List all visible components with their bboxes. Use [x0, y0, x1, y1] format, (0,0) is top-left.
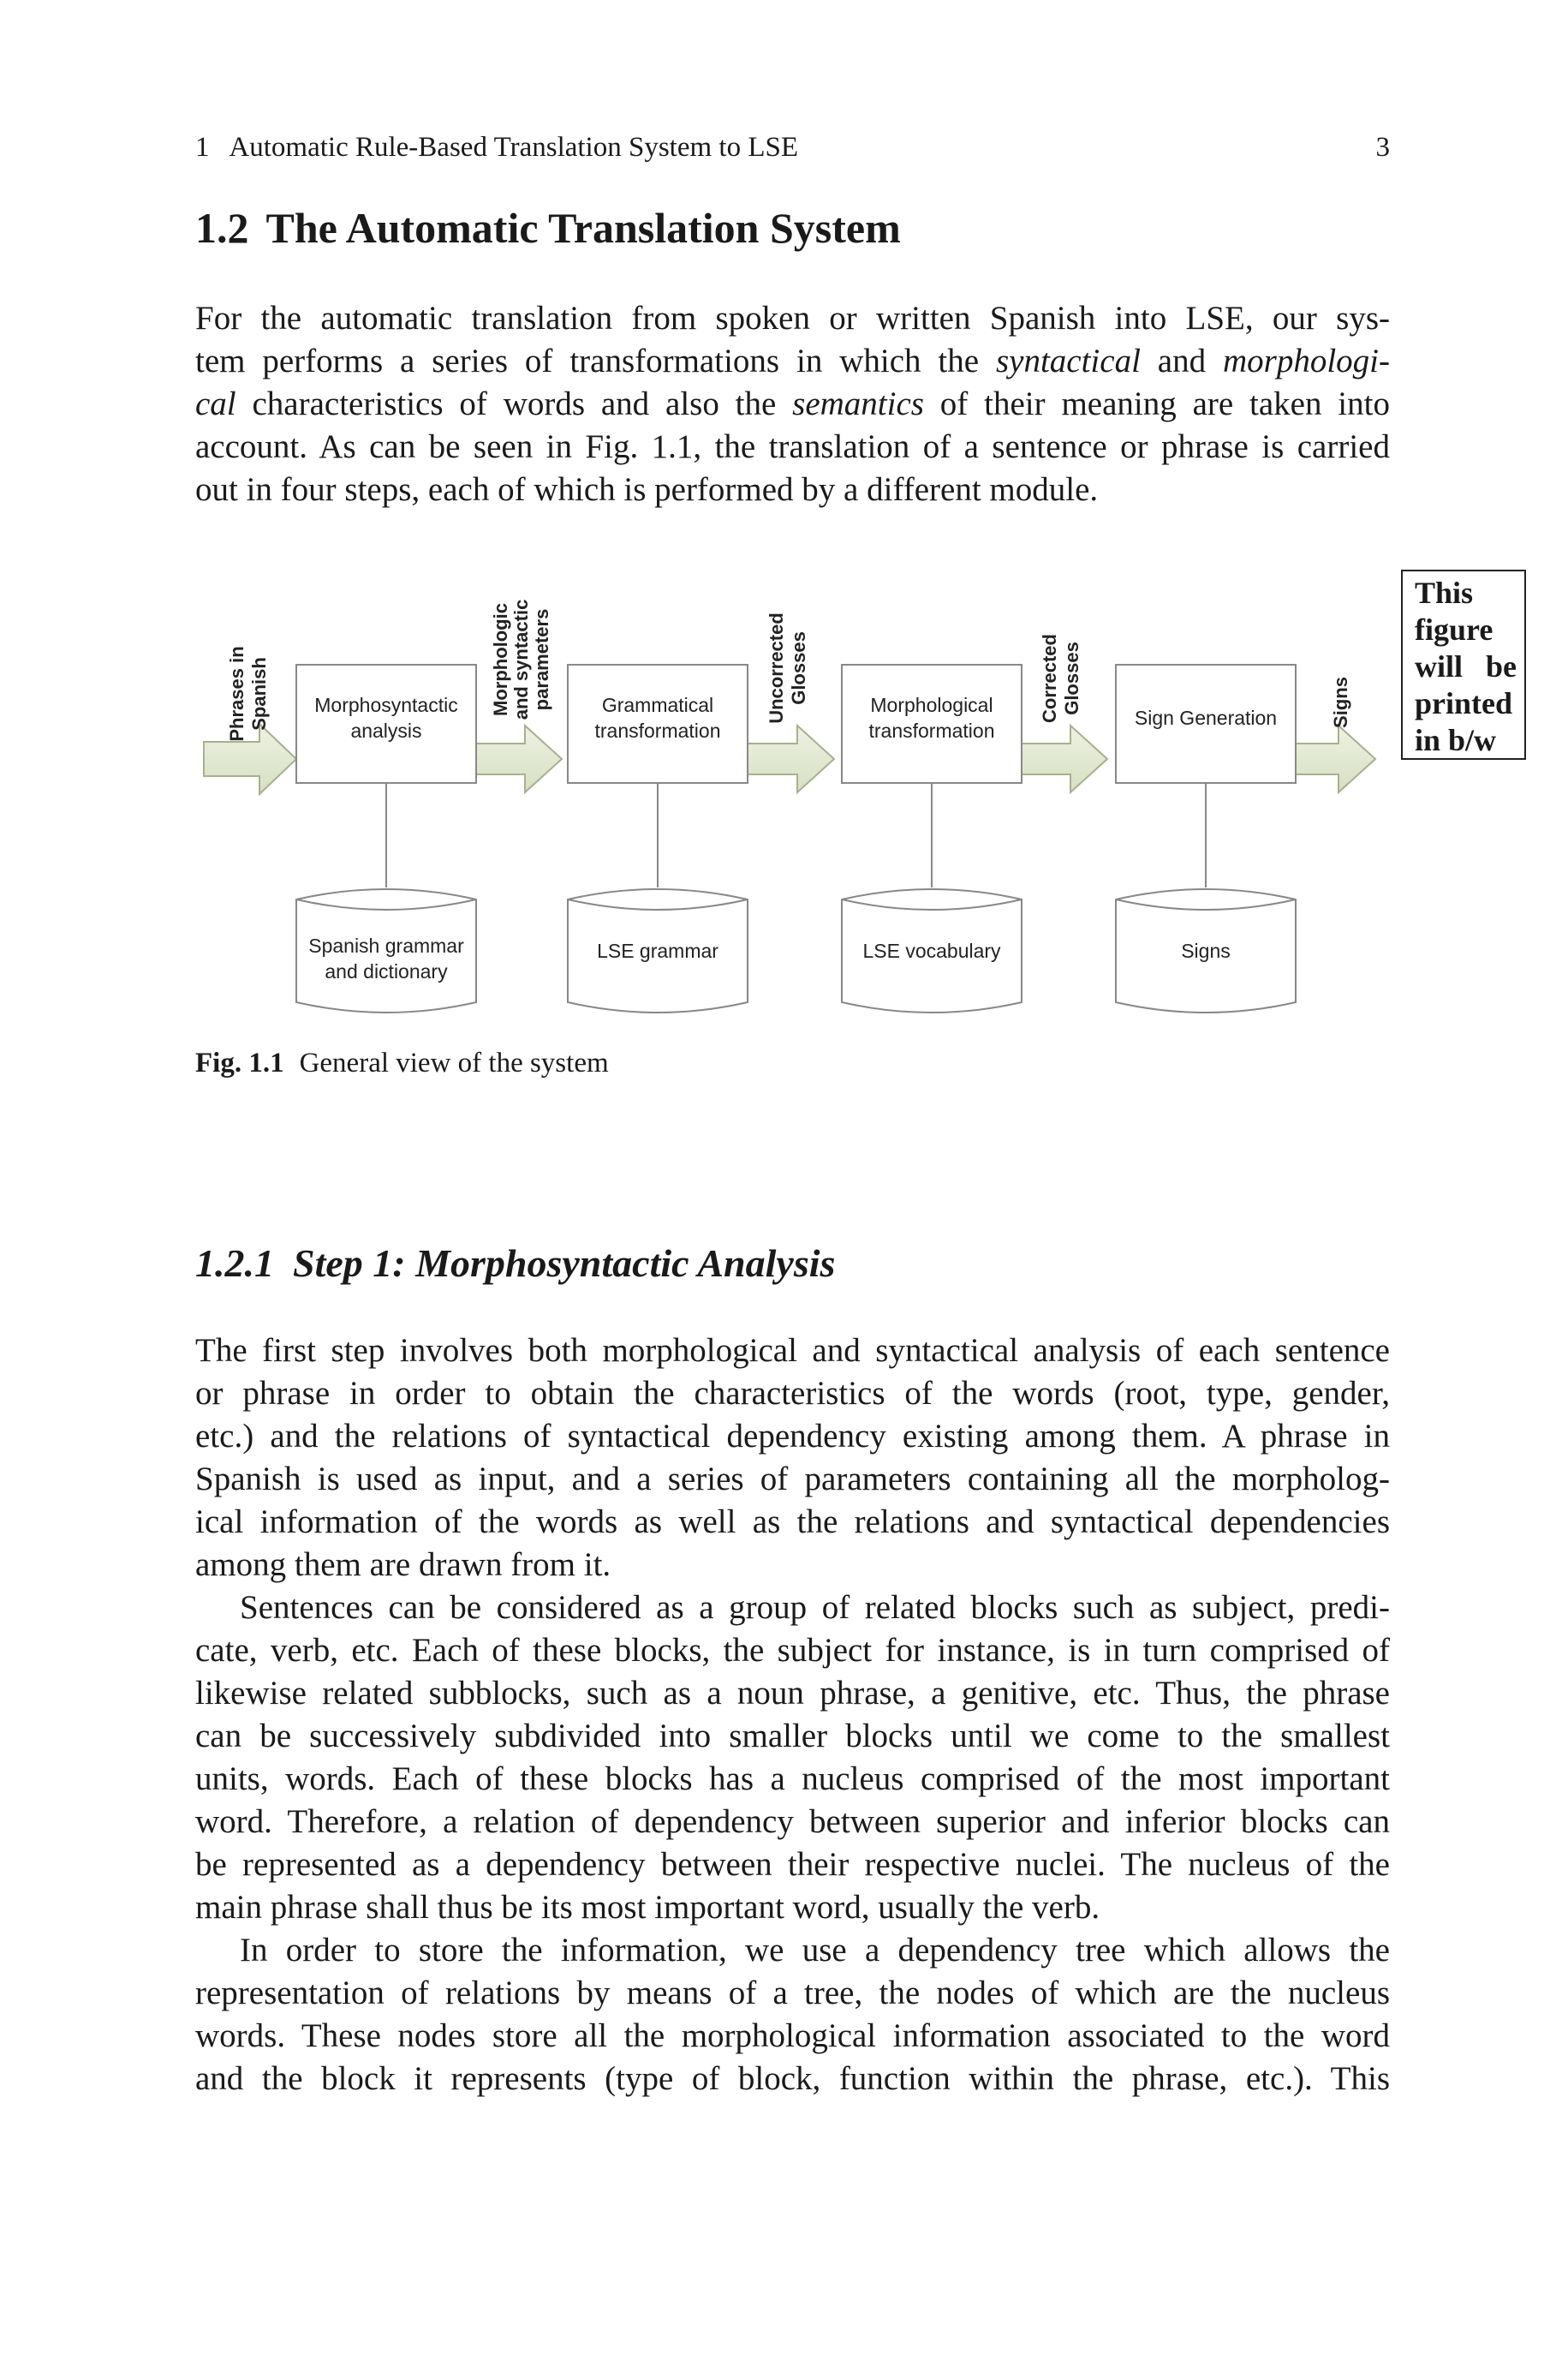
text-line: cal characteristics of words and also the semantics of their meaning are taken into [195, 385, 1390, 422]
database-label: Signs [1181, 940, 1231, 962]
figure-caption-label: Fig. 1.1 [195, 1048, 284, 1078]
module-label: transformation [594, 720, 721, 742]
text-line: among them are drawn from it. [195, 1546, 611, 1583]
database-label: Spanish grammar [308, 935, 464, 957]
text-line: out in four steps, each of which is performed by a different module. [195, 471, 1099, 508]
subsection-title: Step 1: Morphosyntactic Analysis [293, 1241, 836, 1285]
module-label: Grammatical [601, 694, 714, 716]
flow-label: Phrases in [226, 646, 247, 742]
subsection-heading [195, 1240, 835, 1288]
module-label: Morphological [870, 694, 993, 716]
text-line: be represented as a dependency between their respective nuclei. The nucleus of the [195, 1846, 1390, 1883]
text-line: likewise related subblocks, such as a noun phrase, a genitive, etc. Thus, the phrase [195, 1675, 1390, 1712]
intro-paragraph [195, 297, 1390, 511]
database-label: and dictionary [325, 960, 448, 983]
print-note-line: will be [1415, 649, 1517, 684]
flow-label: Morphologic [490, 603, 511, 716]
text-line: cate, verb, etc. Each of these blocks, the subject for instance, is in turn comprised of [195, 1632, 1390, 1669]
flow-label: parameters [531, 608, 552, 711]
text-line: Spanish is used as input, and a series of parameters containing all the morpholog- [195, 1461, 1390, 1497]
database-label: LSE vocabulary [862, 940, 1001, 962]
text-line: For the automatic translation from spoken or written Spanish into LSE, our sys- [195, 300, 1390, 337]
section-number: 1.2 [195, 204, 249, 252]
step1-paragraph-2 [195, 1586, 1390, 1929]
text-line: words. These nodes store all the morphological information associated to the word [195, 2017, 1390, 2054]
database-label: LSE grammar [597, 940, 718, 962]
section-heading [195, 202, 901, 254]
print-note-box [1401, 570, 1526, 760]
system-diagram [195, 548, 1390, 1028]
flow-label: and syntactic [510, 599, 532, 720]
step1-paragraph-1 [195, 1329, 1390, 1586]
output-arrow [1296, 726, 1375, 792]
flow-label: Spanish [248, 657, 270, 731]
input-arrow [204, 724, 296, 794]
system-diagram-svg [195, 548, 1390, 1028]
text-line: The first step involves both morphological and syntactical analysis of each sentence [195, 1332, 1390, 1369]
module-label: Sign Generation [1134, 707, 1278, 729]
running-head-chapter: 1 Automatic Rule-Based Translation System to LSE [195, 132, 798, 163]
text-line: etc.) and the relations of syntactical dependency existing among them. A phrase in [195, 1418, 1390, 1455]
figure-caption [195, 1046, 609, 1080]
subsection-number: 1.2.1 [195, 1241, 274, 1285]
text-line: main phrase shall thus be its most important word, usually the verb. [195, 1889, 1100, 1926]
text-line: units, words. Each of these blocks has a nucleus comprised of the most important [195, 1760, 1390, 1797]
print-note-line: printed [1415, 686, 1513, 720]
flow-label: Uncorrected [766, 612, 787, 724]
text-line: account. As can be seen in Fig. 1.1, the translation of a sentence or phrase is carried [195, 428, 1390, 465]
page-number: 3 [1375, 132, 1390, 163]
text-line: representation of relations by means of a tree, the nodes of which are the nucleus [195, 1975, 1390, 2011]
print-note-line: figure [1415, 612, 1493, 647]
flow-label: Glosses [788, 631, 809, 705]
text-line: and the block it represents (type of block, function within the phrase, etc.). This [195, 2060, 1390, 2097]
text-line: In order to store the information, we use a dependency tree which allows the [240, 1932, 1390, 1969]
text-line: ical information of the words as well as the relations and syntactical dependencies [195, 1503, 1390, 1540]
text-line: or phrase in order to obtain the characteristics of the words (root, type, gender, [195, 1375, 1390, 1412]
section-title: The Automatic Translation System [265, 204, 901, 252]
text-line: can be successively subdivided into smaller blocks until we come to the smallest [195, 1718, 1390, 1754]
flow-label: Signs [1330, 677, 1351, 728]
module-label: Morphosyntactic [314, 694, 458, 716]
flow-label: Corrected [1039, 634, 1060, 723]
text-line: tem performs a series of transformations in which the syntactical and morphologi- [195, 343, 1390, 379]
module-label: transformation [868, 720, 995, 742]
running-head [195, 130, 1390, 164]
text-line: word. Therefore, a relation of dependency between superior and inferior blocks can [195, 1803, 1390, 1840]
arrow-3 [1022, 726, 1107, 792]
module-label: analysis [350, 720, 422, 742]
figure-caption-text: General view of the system [299, 1048, 609, 1078]
print-note-line: This [1415, 576, 1474, 610]
arrow-2 [748, 726, 834, 792]
step1-paragraph-3 [195, 1929, 1390, 2100]
arrow-1 [476, 726, 562, 792]
print-note-line: in b/w [1415, 723, 1497, 757]
text-line: Sentences can be considered as a group of related blocks such as subject, predi- [240, 1589, 1390, 1626]
flow-label: Glosses [1061, 642, 1082, 715]
